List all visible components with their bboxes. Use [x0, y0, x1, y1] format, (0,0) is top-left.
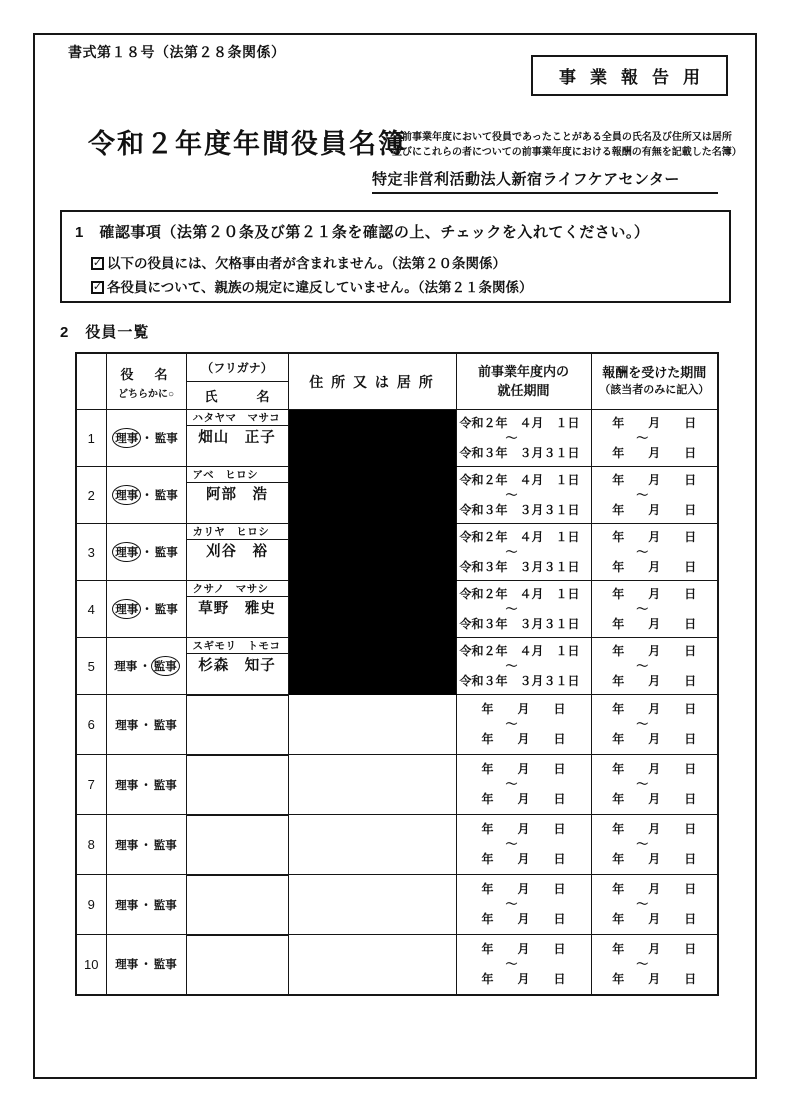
role-riji-label: 理事 [112, 542, 141, 562]
row-number: 1 [76, 410, 106, 467]
furigana-text: クサノ マサシ [187, 581, 288, 597]
redaction-block [288, 410, 456, 467]
role-kanji-label: 監事 [153, 959, 177, 972]
role-riji-label: 理事 [115, 959, 139, 972]
reward-cell [591, 875, 718, 935]
row-number: 5 [76, 638, 106, 695]
tenure-tilde: ～ [505, 430, 518, 445]
tenure-from: 令和２年 ４月 １日 [459, 643, 580, 658]
reward-from: 年 月 日 [612, 702, 697, 716]
tenure-tilde: ～ [505, 956, 518, 971]
reward-tilde: ～ [636, 601, 649, 616]
checkbox-checked-icon: ✓ [92, 280, 103, 293]
confirmation-section [60, 210, 731, 303]
confirmation-heading: 1 確認事項（法第２０条及び第２１条を確認の上、チェックを入れてください。） [75, 224, 650, 241]
tenure-cell [456, 935, 591, 995]
role-separator: ・ [140, 719, 152, 732]
row-number: 9 [76, 875, 106, 935]
header-name-label: 氏 名 [204, 389, 270, 404]
header-role-note: どちらかに○ [117, 388, 175, 400]
name-text: 畑山 正子 [198, 430, 276, 446]
header-reward [591, 353, 718, 410]
table-row [76, 410, 718, 467]
tenure-tilde: ～ [505, 601, 518, 616]
tenure-tilde: ～ [505, 717, 518, 731]
tenure-cell [456, 410, 591, 467]
table-row [76, 935, 718, 995]
reward-to: 年 月 日 [612, 732, 697, 746]
address-cell [288, 875, 456, 935]
role-cell [106, 695, 186, 755]
reward-cell [591, 755, 718, 815]
role-separator: ・ [140, 959, 152, 972]
tenure-to: 令和３年 ３月３１日 [459, 445, 580, 460]
role-riji-label: 理事 [115, 719, 139, 732]
tenure-to: 年 月 日 [481, 792, 566, 806]
name-cell [186, 755, 288, 815]
header-address: 住 所 又 は 居 所 [288, 353, 456, 410]
furigana-text: ハタヤマ マサコ [187, 410, 288, 426]
furigana-text [187, 755, 288, 756]
reward-tilde: ～ [636, 658, 649, 673]
tenure-from: 令和２年 ４月 １日 [459, 415, 580, 430]
report-use-stamp-label: 事業報告用 [559, 68, 714, 87]
role-riji-label: 理事 [112, 599, 141, 619]
role-cell [106, 410, 186, 467]
reward-cell [591, 638, 718, 695]
furigana-text: カリヤ ヒロシ [187, 524, 288, 540]
header-tenure [456, 353, 591, 410]
organization-name: 特定非営利活動法人新宿ライフケアセンター [372, 168, 718, 194]
tenure-to: 年 月 日 [481, 852, 566, 866]
header-tenure-line2: 就任期間 [497, 382, 550, 398]
redaction-block [288, 638, 456, 695]
role-riji-label: 理事 [115, 779, 139, 792]
header-no [76, 353, 106, 410]
reward-cell [591, 524, 718, 581]
role-kanji-label: 監事 [153, 839, 177, 852]
table-row [76, 638, 718, 695]
furigana-text: アベ ヒロシ [187, 467, 288, 483]
reward-to: 年 月 日 [612, 502, 697, 517]
name-cell [186, 467, 288, 524]
tenure-cell [456, 755, 591, 815]
table-row [76, 467, 718, 524]
reward-to: 年 月 日 [612, 673, 697, 688]
reward-to: 年 月 日 [612, 852, 697, 866]
header-reward-line2: （該当者のみに記入） [599, 383, 710, 396]
reward-from: 年 月 日 [612, 822, 697, 836]
role-kanji-label: 監事 [153, 779, 177, 792]
reward-cell [591, 695, 718, 755]
address-cell [288, 695, 456, 755]
tenure-tilde: ～ [505, 837, 518, 851]
row-number: 7 [76, 755, 106, 815]
reward-cell [591, 410, 718, 467]
role-separator: ・ [141, 490, 153, 502]
page-subtitle: （前事業年度において役員であったことがある全員の氏名及び住所又は居所並びにこれらの者についての前事業年度における報酬の有無を記載した名簿） [392, 132, 742, 158]
row-number: 4 [76, 581, 106, 638]
row-number: 8 [76, 815, 106, 875]
address-cell [288, 815, 456, 875]
checkbox-checked-icon: ✓ [92, 257, 103, 270]
role-separator: ・ [140, 779, 152, 792]
role-separator: ・ [140, 899, 152, 912]
checklist-item-label: 各役員について、親族の規定に違反していません。（法第２１条関係） [107, 279, 533, 295]
role-kanji-label: 監事 [154, 490, 178, 502]
role-separator: ・ [140, 839, 152, 852]
name-cell [186, 695, 288, 755]
tenure-cell [456, 875, 591, 935]
tenure-cell [456, 638, 591, 695]
tenure-to: 年 月 日 [481, 912, 566, 926]
role-separator: ・ [141, 433, 153, 445]
role-kanji-label: 監事 [151, 656, 180, 676]
role-kanji-label: 監事 [153, 899, 177, 912]
tenure-to: 令和３年 ３月３１日 [459, 502, 580, 517]
tenure-to: 令和３年 ３月３１日 [459, 673, 580, 688]
tenure-from: 令和２年 ４月 １日 [459, 586, 580, 601]
reward-from: 年 月 日 [612, 882, 697, 896]
reward-to: 年 月 日 [612, 971, 697, 986]
name-cell [186, 935, 288, 995]
reward-from: 年 月 日 [612, 643, 697, 658]
name-text: 草野 雅史 [198, 601, 276, 617]
role-separator: ・ [141, 604, 153, 616]
reward-tilde: ～ [636, 897, 649, 911]
reward-cell [591, 467, 718, 524]
tenure-cell [456, 467, 591, 524]
furigana-text [187, 875, 288, 876]
reward-cell [591, 935, 718, 995]
redaction-block [288, 581, 456, 638]
header-role-title: 役 名 [120, 366, 172, 382]
tenure-from: 令和２年 ４月 １日 [459, 529, 580, 544]
tenure-cell [456, 695, 591, 755]
furigana-text: スギモリ トモコ [187, 638, 288, 654]
reward-to: 年 月 日 [612, 559, 697, 574]
table-row [76, 524, 718, 581]
role-riji-label: 理事 [115, 839, 139, 852]
reward-tilde: ～ [636, 717, 649, 731]
tenure-cell [456, 581, 591, 638]
reward-tilde: ～ [636, 777, 649, 791]
reward-to: 年 月 日 [612, 792, 697, 806]
reward-tilde: ～ [636, 956, 649, 971]
table-row [76, 815, 718, 875]
name-text: 阿部 浩 [206, 487, 268, 503]
furigana-text [187, 815, 288, 816]
tenure-to: 令和３年 ３月３１日 [459, 559, 580, 574]
reward-to: 年 月 日 [612, 445, 697, 460]
name-cell [186, 581, 288, 638]
role-riji-label: 理事 [114, 661, 138, 673]
reward-from: 年 月 日 [612, 415, 697, 430]
role-separator: ・ [139, 661, 151, 673]
role-kanji-label: 監事 [154, 433, 178, 445]
reward-tilde: ～ [636, 544, 649, 559]
header-role [106, 353, 186, 410]
furigana-text [187, 935, 288, 936]
form-number: 書式第１８号（法第２８条関係） [68, 44, 286, 60]
role-cell [106, 638, 186, 695]
report-use-stamp [531, 55, 728, 96]
role-cell [106, 467, 186, 524]
role-riji-label: 理事 [115, 899, 139, 912]
row-number: 3 [76, 524, 106, 581]
confirmation-items [91, 252, 719, 299]
role-riji-label: 理事 [112, 485, 141, 505]
reward-from: 年 月 日 [612, 529, 697, 544]
row-number: 6 [76, 695, 106, 755]
tenure-to: 年 月 日 [481, 732, 566, 746]
role-cell [106, 755, 186, 815]
name-cell [186, 638, 288, 695]
roster-heading: 2 役員一覧 [60, 324, 150, 341]
role-cell [106, 581, 186, 638]
row-number: 2 [76, 467, 106, 524]
address-cell [288, 755, 456, 815]
tenure-from: 年 月 日 [481, 941, 566, 956]
tenure-to: 年 月 日 [481, 971, 566, 986]
name-cell [186, 815, 288, 875]
reward-to: 年 月 日 [612, 912, 697, 926]
reward-tilde: ～ [636, 487, 649, 502]
tenure-tilde: ～ [505, 487, 518, 502]
reward-cell [591, 815, 718, 875]
role-cell [106, 935, 186, 995]
role-cell [106, 524, 186, 581]
tenure-from: 年 月 日 [481, 822, 566, 836]
tenure-tilde: ～ [505, 658, 518, 673]
reward-tilde: ～ [636, 837, 649, 851]
header-name [186, 353, 288, 410]
name-cell [186, 410, 288, 467]
checklist-item-label: 以下の役員には、欠格事由者が含まれません。（法第２０条関係） [107, 256, 507, 271]
checklist-item [91, 252, 719, 276]
tenure-tilde: ～ [505, 777, 518, 791]
reward-tilde: ～ [636, 430, 649, 445]
redaction-block [288, 524, 456, 581]
table-row [76, 755, 718, 815]
row-number: 10 [76, 935, 106, 995]
reward-from: 年 月 日 [612, 762, 697, 776]
reward-cell [591, 581, 718, 638]
role-kanji-label: 監事 [153, 719, 177, 732]
table-row [76, 875, 718, 935]
header-reward-line1: 報酬を受けた期間 [602, 365, 707, 381]
reward-from: 年 月 日 [612, 472, 697, 487]
tenure-tilde: ～ [505, 897, 518, 911]
tenure-from: 令和２年 ４月 １日 [459, 472, 580, 487]
reward-to: 年 月 日 [612, 616, 697, 631]
checklist-item [91, 276, 719, 300]
address-cell [288, 935, 456, 995]
page-title: 令和２年度年間役員名簿 [88, 129, 407, 159]
table-row [76, 581, 718, 638]
name-text: 杉森 知子 [198, 658, 276, 674]
tenure-from: 年 月 日 [481, 702, 566, 716]
officer-roster-table [75, 352, 719, 996]
role-cell [106, 815, 186, 875]
tenure-tilde: ～ [505, 544, 518, 559]
role-separator: ・ [141, 547, 153, 559]
tenure-cell [456, 815, 591, 875]
tenure-from: 年 月 日 [481, 762, 566, 776]
table-row [76, 695, 718, 755]
redaction-block [288, 467, 456, 524]
reward-from: 年 月 日 [612, 941, 697, 956]
tenure-to: 令和３年 ３月３１日 [459, 616, 580, 631]
role-kanji-label: 監事 [154, 547, 178, 559]
name-cell [186, 524, 288, 581]
role-kanji-label: 監事 [154, 604, 178, 616]
role-cell [106, 875, 186, 935]
tenure-from: 年 月 日 [481, 882, 566, 896]
reward-from: 年 月 日 [612, 586, 697, 601]
table-header-row [76, 353, 718, 410]
header-tenure-line1: 前事業年度内の [477, 363, 569, 379]
tenure-cell [456, 524, 591, 581]
role-riji-label: 理事 [112, 428, 141, 448]
header-furigana: （フリガナ） [187, 354, 288, 382]
furigana-text [187, 695, 288, 696]
name-text: 刈谷 裕 [206, 544, 268, 560]
name-cell [186, 875, 288, 935]
